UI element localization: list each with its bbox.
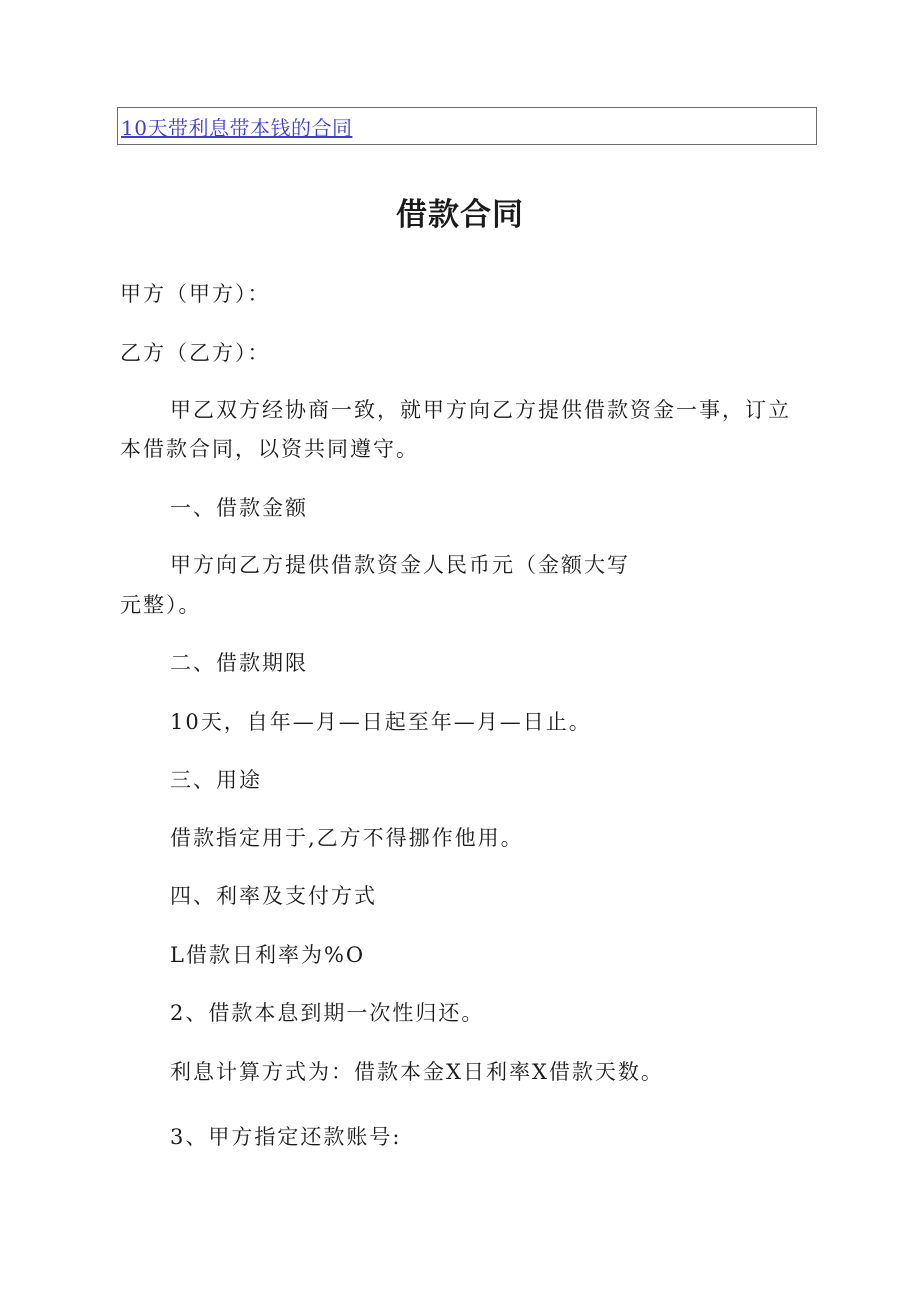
section-heading-interest: 四、利率及支付方式 bbox=[170, 884, 377, 908]
contract-title-link[interactable]: 10天带利息带本钱的合同 bbox=[121, 116, 353, 140]
interest-calc-line: 利息计算方式为：借款本金X日利率X借款天数。 bbox=[170, 1060, 664, 1084]
section-heading-term: 二、借款期限 bbox=[170, 651, 308, 675]
amount-line-1: 甲方向乙方提供借款资金人民币元（金额大写 bbox=[170, 553, 630, 577]
document-title: 借款合同 bbox=[396, 197, 524, 233]
party-b-line: 乙方（乙方）： bbox=[120, 341, 271, 365]
amount-line-2: 元整）。 bbox=[120, 593, 202, 617]
section-heading-amount: 一、借款金额 bbox=[170, 496, 308, 520]
party-a-line: 甲方（甲方）： bbox=[120, 282, 271, 306]
term-line: 10天，自年—月—日起至年—月—日止。 bbox=[170, 710, 592, 734]
section-heading-purpose: 三、用途 bbox=[170, 768, 262, 792]
repayment-account-line: 3、甲方指定还款账号: bbox=[170, 1125, 402, 1149]
interest-rate-line: L借款日利率为%O bbox=[170, 943, 366, 967]
header-link-box bbox=[117, 107, 817, 145]
purpose-line: 借款指定用于,乙方不得挪作他用。 bbox=[170, 826, 524, 850]
preamble-line-2: 本借款合同，以资共同遵守。 bbox=[120, 437, 419, 461]
preamble-line-1: 甲乙双方经协商一致，就甲方向乙方提供借款资金一事，订立 bbox=[170, 398, 791, 422]
repayment-line: 2、借款本息到期一次性归还。 bbox=[170, 1001, 485, 1025]
